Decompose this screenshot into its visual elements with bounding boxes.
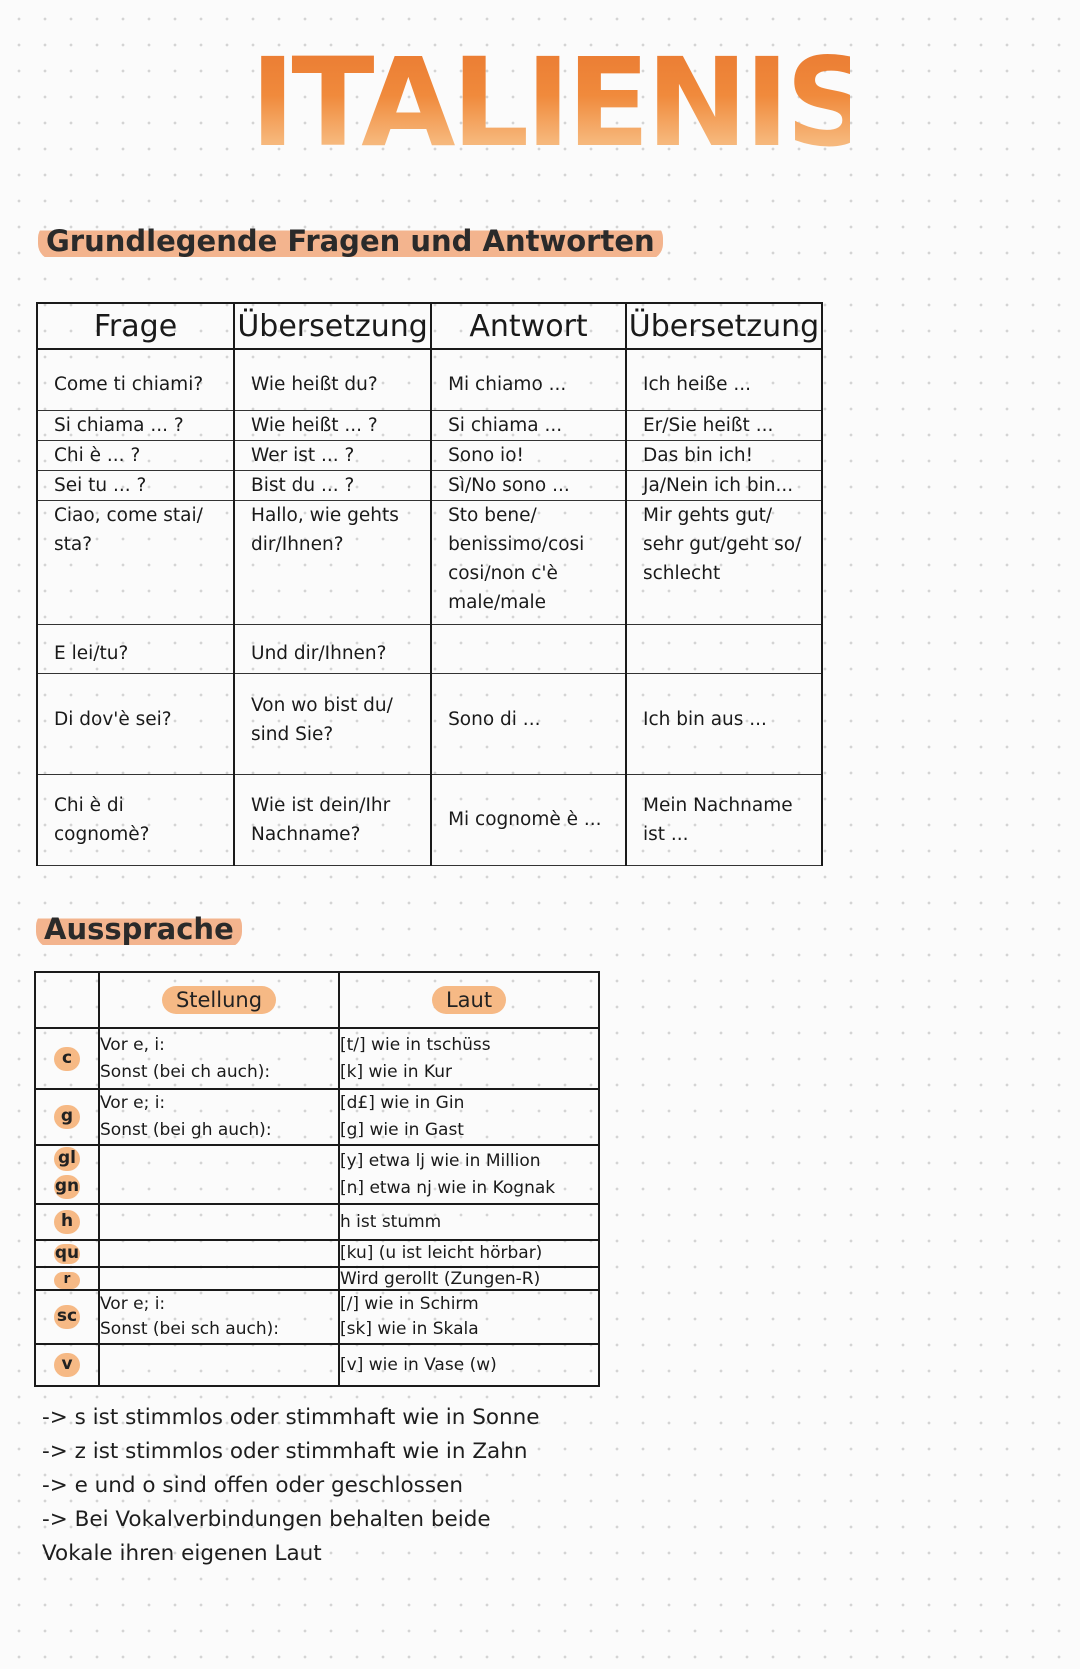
letter-cell	[35, 1267, 99, 1290]
stellung-cell	[99, 1204, 339, 1240]
table-cell: E lei/tu?	[37, 624, 234, 673]
letter-badge: qu	[54, 1243, 80, 1263]
laut-cell: h ist stumm	[339, 1204, 599, 1240]
table-row	[37, 774, 822, 865]
stellung-cell	[99, 1344, 339, 1386]
table-cell: Mir gehts gut/ sehr gut/geht so/ schlecht	[626, 500, 822, 624]
note-line: -> s ist stimmlos oder stimmhaft wie in Sonne	[42, 1405, 540, 1430]
table-row	[35, 1089, 599, 1145]
letter-cell	[35, 1240, 99, 1267]
table-cell: Von wo bist du/ sind Sie?	[234, 673, 431, 774]
letter-cell	[35, 1344, 99, 1386]
letter-badge: h	[54, 1210, 80, 1234]
table-row	[37, 410, 822, 440]
table-cell: Ja/Nein ich bin...	[626, 470, 822, 500]
laut-cell: [d£] wie in Gin [g] wie in Gast	[339, 1089, 599, 1145]
table-cell: Come ti chiami?	[37, 349, 234, 410]
letter-badge: c	[54, 1047, 80, 1071]
section-heading-pronunciation: Aussprache	[36, 910, 242, 948]
laut-cell: [y] etwa lj wie in Million [n] etwa nj wie in Kognak	[339, 1145, 599, 1204]
note-line: -> z ist stimmlos oder stimmhaft wie in Zahn	[42, 1439, 528, 1464]
column-header	[99, 972, 339, 1028]
table-cell: Chi è ... ?	[37, 440, 234, 470]
table-row	[37, 673, 822, 774]
stellung-cell: Vor e, i: Sonst (bei ch auch):	[99, 1028, 339, 1089]
stellung-cell	[99, 1240, 339, 1267]
table-cell: Hallo, wie gehts dir/Ihnen?	[234, 500, 431, 624]
table-cell: Ich bin aus ...	[626, 673, 822, 774]
note-line: Vokale ihren eigenen Laut	[42, 1541, 322, 1566]
letter-badge: v	[54, 1353, 80, 1377]
table-row	[35, 1204, 599, 1240]
laut-cell: [v] wie in Vase (w)	[339, 1344, 599, 1386]
table-cell: Wer ist ... ?	[234, 440, 431, 470]
column-header: Übersetzung	[234, 303, 431, 349]
table-cell: Wie ist dein/Ihr Nachname?	[234, 774, 431, 865]
stellung-cell: Vor e; i: Sonst (bei gh auch):	[99, 1089, 339, 1145]
table-header-row	[37, 303, 822, 349]
table-row	[35, 1290, 599, 1344]
letter-badge: sc	[54, 1305, 80, 1329]
laut-cell: [/] wie in Schirm [sk] wie in Skala	[339, 1290, 599, 1344]
letter-cell	[35, 1204, 99, 1240]
table-row	[35, 1145, 599, 1204]
table-cell: Das bin ich!	[626, 440, 822, 470]
table-cell	[626, 624, 822, 673]
column-header: Frage	[37, 303, 234, 349]
laut-pill: Laut	[432, 986, 506, 1014]
letter-cell	[35, 1290, 99, 1344]
table-cell: Si chiama ... ?	[37, 410, 234, 440]
table-cell: Er/Sie heißt ...	[626, 410, 822, 440]
table-cell: Bist du ... ?	[234, 470, 431, 500]
table-cell: Ciao, come stai/ sta?	[37, 500, 234, 624]
table-cell: Di dov'è sei?	[37, 673, 234, 774]
table-cell: Mein Nachname ist ...	[626, 774, 822, 865]
letter-badge: g	[54, 1105, 80, 1129]
table-cell: Mi chiamo ...	[431, 349, 626, 410]
table-row	[37, 440, 822, 470]
column-header: Übersetzung	[626, 303, 822, 349]
table-cell: Sei tu ... ?	[37, 470, 234, 500]
letter-badge: gl	[54, 1147, 80, 1171]
table-cell: Mi cognomè è ...	[431, 774, 626, 865]
letter-badge: gn	[54, 1175, 80, 1199]
note-line: -> e und o sind offen oder geschlossen	[42, 1473, 463, 1498]
letter-badge: r	[54, 1272, 80, 1289]
questions-table	[36, 302, 823, 866]
table-row	[37, 349, 822, 410]
table-row	[35, 1344, 599, 1386]
letter-cell	[35, 1028, 99, 1089]
stellung-cell	[99, 1145, 339, 1204]
notes-list	[42, 1401, 540, 1571]
table-cell: Si chiama ...	[431, 410, 626, 440]
table-row	[35, 1267, 599, 1290]
table-cell	[431, 624, 626, 673]
table-row	[37, 470, 822, 500]
laut-cell: Wird gerollt (Zungen-R)	[339, 1267, 599, 1290]
table-cell: Sto bene/ benissimo/cosi cosi/non c'è male/male	[431, 500, 626, 624]
table-header-row	[35, 972, 599, 1028]
page-title: ITALIENISCH	[250, 28, 850, 178]
table-row	[35, 1028, 599, 1089]
table-row	[37, 624, 822, 673]
table-row	[37, 500, 822, 624]
laut-cell: [t/] wie in tschüss [k] wie in Kur	[339, 1028, 599, 1089]
stellung-cell	[99, 1267, 339, 1290]
table-cell: Sono di ...	[431, 673, 626, 774]
letter-cell	[35, 1145, 99, 1204]
laut-cell: [ku] (u ist leicht hörbar)	[339, 1240, 599, 1267]
column-header-empty	[35, 972, 99, 1028]
table-cell: Ich heiße ...	[626, 349, 822, 410]
table-row	[35, 1240, 599, 1267]
stellung-pill: Stellung	[162, 986, 276, 1014]
table-cell: Chi è di cognomè?	[37, 774, 234, 865]
stellung-cell: Vor e; i: Sonst (bei sch auch):	[99, 1290, 339, 1344]
column-header: Antwort	[431, 303, 626, 349]
table-cell: Sono io!	[431, 440, 626, 470]
table-cell: Wie heißt du?	[234, 349, 431, 410]
letter-cell	[35, 1089, 99, 1145]
column-header	[339, 972, 599, 1028]
note-line: -> Bei Vokalverbindungen behalten beide	[42, 1507, 491, 1532]
table-cell: Wie heißt ... ?	[234, 410, 431, 440]
table-cell: Und dir/Ihnen?	[234, 624, 431, 673]
pronunciation-table	[34, 971, 600, 1387]
table-cell: Sì/No sono ...	[431, 470, 626, 500]
section-heading-questions: Grundlegende Fragen und Antworten	[38, 222, 663, 260]
